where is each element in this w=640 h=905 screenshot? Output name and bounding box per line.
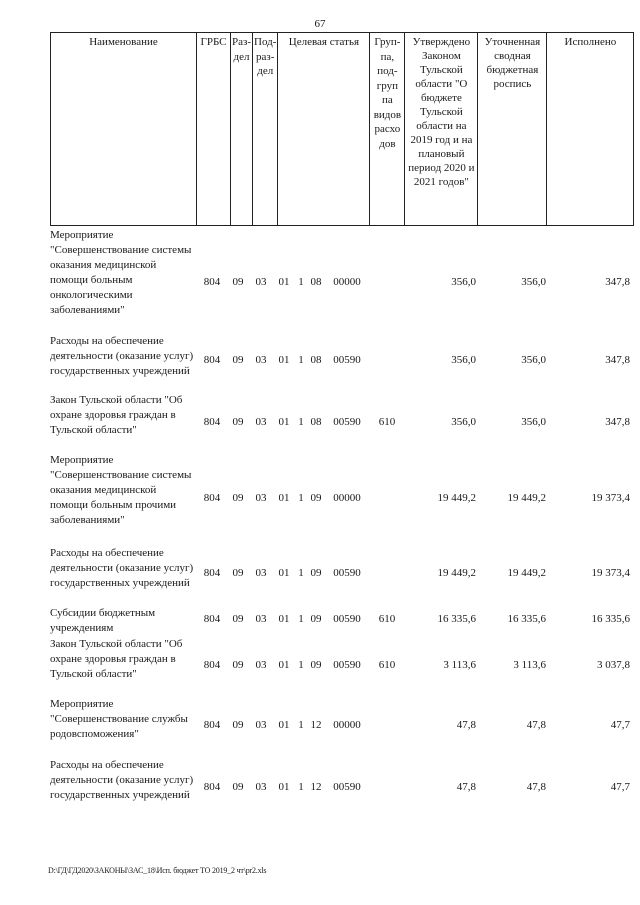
row-podrazdel: 03 (255, 613, 267, 625)
row-refined: 356,0 (521, 416, 546, 428)
row-razdel: 09 (232, 719, 244, 731)
row-target-program: 01 (278, 492, 290, 504)
row-executed: 47,7 (610, 781, 630, 793)
row-razdel: 09 (232, 416, 244, 428)
row-target-subprogram: 1 (298, 781, 304, 793)
row-target-event: 09 (310, 613, 322, 625)
row-target-event: 09 (310, 492, 322, 504)
row-target-program: 01 (278, 613, 290, 625)
row-target-program: 01 (278, 567, 290, 579)
row-refined: 19 449,2 (507, 492, 546, 504)
row-executed: 47,7 (610, 719, 630, 731)
row-target-event: 09 (310, 567, 322, 579)
row-group: 610 (378, 416, 396, 428)
row-grbs: 804 (203, 354, 221, 366)
row-refined: 356,0 (521, 354, 546, 366)
row-podrazdel: 03 (255, 276, 267, 288)
row-grbs: 804 (203, 567, 221, 579)
row-approved: 356,0 (451, 416, 476, 428)
row-refined: 19 449,2 (507, 567, 546, 579)
row-razdel: 09 (232, 613, 244, 625)
row-razdel: 09 (232, 659, 244, 671)
row-executed: 347,8 (605, 416, 630, 428)
header-razdel: Раз-дел (231, 33, 253, 226)
row-razdel: 09 (232, 567, 244, 579)
row-target-subprogram: 1 (298, 719, 304, 731)
row-podrazdel: 03 (255, 492, 267, 504)
row-refined: 356,0 (521, 276, 546, 288)
row-podrazdel: 03 (255, 659, 267, 671)
row-grbs: 804 (203, 416, 221, 428)
row-executed: 347,8 (605, 276, 630, 288)
row-approved: 16 335,6 (437, 613, 476, 625)
row-refined: 47,8 (526, 719, 546, 731)
row-approved: 356,0 (451, 354, 476, 366)
row-name: Расходы на обеспечение деятельности (оказание услуг) государственных учреждений (50, 759, 194, 801)
row-executed: 16 335,6 (591, 613, 630, 625)
row-target-program: 01 (278, 719, 290, 731)
header-target: Целевая статья (278, 33, 370, 226)
row-target-subprogram: 1 (298, 492, 304, 504)
row-approved: 356,0 (451, 276, 476, 288)
row-target-event: 08 (310, 354, 322, 366)
row-group: 610 (378, 613, 396, 625)
row-target-direction: 00590 (333, 613, 361, 625)
row-target-event: 12 (310, 719, 322, 731)
row-target-event: 12 (310, 781, 322, 793)
row-target-subprogram: 1 (298, 276, 304, 288)
row-target-event: 08 (310, 276, 322, 288)
row-executed: 3 037,8 (597, 659, 630, 671)
row-approved: 19 449,2 (437, 492, 476, 504)
row-target-direction: 00590 (333, 567, 361, 579)
row-refined: 47,8 (526, 781, 546, 793)
header-grbs: ГРБС (197, 33, 231, 226)
row-name: Мероприятие "Совершенствование системы оказания медицинской помощи больным прочими заболеваниями" (50, 454, 192, 526)
page-number: 67 (314, 18, 326, 30)
row-target-program: 01 (278, 276, 290, 288)
row-target-subprogram: 1 (298, 567, 304, 579)
row-group: 610 (378, 659, 396, 671)
row-target-direction: 00590 (333, 659, 361, 671)
header-group: Груп-па, под-груп па видов расхо дов (370, 33, 405, 226)
row-target-subprogram: 1 (298, 416, 304, 428)
row-refined: 16 335,6 (507, 613, 546, 625)
row-razdel: 09 (232, 781, 244, 793)
row-target-direction: 00000 (333, 276, 361, 288)
file-path-footer: D:\ГД\ГД2020\ЗАКОНЫ\ЗАС_18\Исп. бюджет ТО 2019_2 чт\pr2.xls (48, 866, 267, 875)
header-podrazdel: Под-раз-дел (253, 33, 278, 226)
row-name: Закон Тульской области "Об охране здоровья граждан в Тульской области" (50, 638, 183, 680)
row-target-direction: 00590 (333, 354, 361, 366)
header-refined: Уточненная сводная бюджетная роспись (478, 33, 547, 226)
row-grbs: 804 (203, 613, 221, 625)
row-podrazdel: 03 (255, 719, 267, 731)
row-target-direction: 00590 (333, 781, 361, 793)
row-podrazdel: 03 (255, 781, 267, 793)
header-executed: Исполнено (547, 33, 634, 226)
row-grbs: 804 (203, 276, 221, 288)
row-target-subprogram: 1 (298, 354, 304, 366)
row-target-event: 09 (310, 659, 322, 671)
table-header (50, 32, 634, 226)
row-target-direction: 00000 (333, 492, 361, 504)
row-grbs: 804 (203, 781, 221, 793)
row-razdel: 09 (232, 492, 244, 504)
row-razdel: 09 (232, 354, 244, 366)
row-name: Мероприятие "Совершенствование службы родовспоможения" (50, 698, 188, 740)
row-approved: 19 449,2 (437, 567, 476, 579)
row-executed: 19 373,4 (591, 492, 630, 504)
row-approved: 47,8 (456, 781, 476, 793)
row-target-program: 01 (278, 659, 290, 671)
header-name: Наименование (51, 33, 197, 226)
row-name: Субсидии бюджетным учреждениям (50, 607, 156, 634)
row-podrazdel: 03 (255, 416, 267, 428)
row-target-direction: 00000 (333, 719, 361, 731)
row-grbs: 804 (203, 492, 221, 504)
row-target-program: 01 (278, 354, 290, 366)
row-approved: 3 113,6 (443, 659, 476, 671)
row-executed: 347,8 (605, 354, 630, 366)
row-approved: 47,8 (456, 719, 476, 731)
row-refined: 3 113,6 (513, 659, 546, 671)
row-name: Мероприятие "Совершенствование системы оказания медицинской помощи больным онкологическими заболеваниями" (50, 229, 192, 316)
row-razdel: 09 (232, 276, 244, 288)
header-approved: Утверждено Законом Тульской области "О бюджете Тульской области на 2019 год и на плановый период 2020 и 2021 годов" (405, 33, 478, 226)
row-target-direction: 00590 (333, 416, 361, 428)
row-executed: 19 373,4 (591, 567, 630, 579)
row-target-event: 08 (310, 416, 322, 428)
row-target-program: 01 (278, 781, 290, 793)
row-target-subprogram: 1 (298, 613, 304, 625)
row-target-program: 01 (278, 416, 290, 428)
row-name: Расходы на обеспечение деятельности (оказание услуг) государственных учреждений (50, 547, 194, 589)
row-name: Расходы на обеспечение деятельности (оказание услуг) государственных учреждений (50, 335, 194, 377)
row-podrazdel: 03 (255, 567, 267, 579)
row-target-subprogram: 1 (298, 659, 304, 671)
row-podrazdel: 03 (255, 354, 267, 366)
row-name: Закон Тульской области "Об охране здоровья граждан в Тульской области" (50, 394, 183, 436)
row-grbs: 804 (203, 659, 221, 671)
row-grbs: 804 (203, 719, 221, 731)
